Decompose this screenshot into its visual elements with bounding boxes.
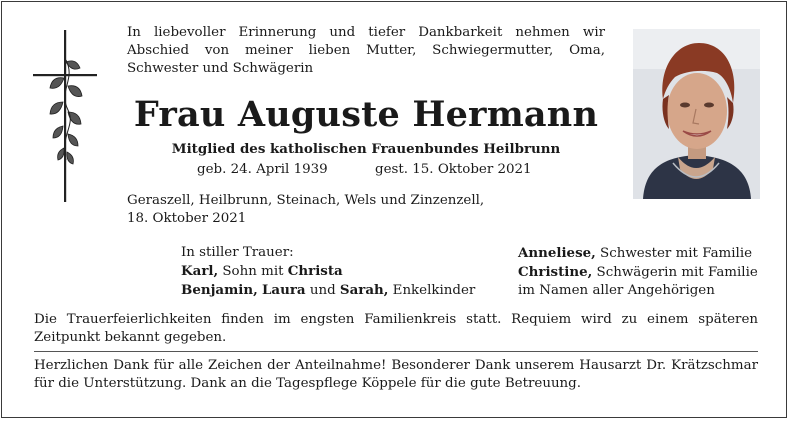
mourner-name: Sarah, [339, 282, 389, 298]
mourner-name: Christine, [518, 264, 593, 280]
places-line: Geraszell, Heilbrunn, Steinach, Wels und Zinzenzell, [127, 193, 485, 208]
places-and-date [127, 192, 527, 228]
mourner-name: Anneliese, [518, 245, 596, 261]
mourner-relation: Enkelkinder [388, 283, 476, 298]
deceased-name: Frau Auguste Hermann [133, 94, 599, 135]
funeral-notice: Die Trauerfeierlichkeiten finden im engsten Familienkreis statt. Requiem wird zu einem späteren Zeitpunkt bekannt gegeben. [34, 312, 758, 345]
mourner-name: Laura [262, 282, 306, 298]
intro-text: In liebevoller Erinnerung und tiefer Dankbarkeit nehmen wir Abschied von meiner lieben Mutter, Schwiegermutter, Oma, Schwester und Schwägerin [127, 25, 605, 76]
mourner-name: Karl, [181, 263, 219, 279]
thanks-text: Herzlichen Dank für alle Zeichen der Anteilnahme! Besonderer Dank unserem Hausarzt Dr. Krätzschmar für die Unterstützung. Dank an die Tagespflege Köppele für die gute Betreuung. [34, 358, 758, 391]
mourner-relation: Sohn mit [218, 264, 288, 279]
portrait-photo [633, 29, 760, 199]
mourner-connector: und [305, 283, 340, 298]
mourner-name: Christa [287, 263, 343, 279]
date-line: 18. Oktober 2021 [127, 211, 247, 226]
mourner-sister-in-law [518, 263, 758, 282]
obituary-frame [1, 1, 787, 418]
mourner-name: Benjamin, [181, 282, 258, 298]
mourner-sister [518, 244, 758, 263]
membership-line: Mitglied des katholischen Frauenbundes Heilbrunn [171, 141, 561, 157]
on-behalf-line: im Namen aller Angehörigen [518, 283, 715, 298]
mourners-left [181, 244, 475, 300]
mourner-relation: Schwägerin mit Familie [592, 265, 758, 280]
cross-with-ivy-icon [30, 30, 102, 202]
birth-date: geb. 24. April 1939 [197, 162, 328, 177]
divider [34, 351, 758, 352]
mourners-right [518, 244, 758, 300]
mourner-relation: Schwester mit Familie [595, 246, 753, 261]
mourner-son [181, 262, 475, 281]
mourner-grandchildren [181, 281, 475, 300]
mourners-heading: In stiller Trauer: [181, 245, 294, 260]
death-date: gest. 15. Oktober 2021 [375, 162, 532, 177]
